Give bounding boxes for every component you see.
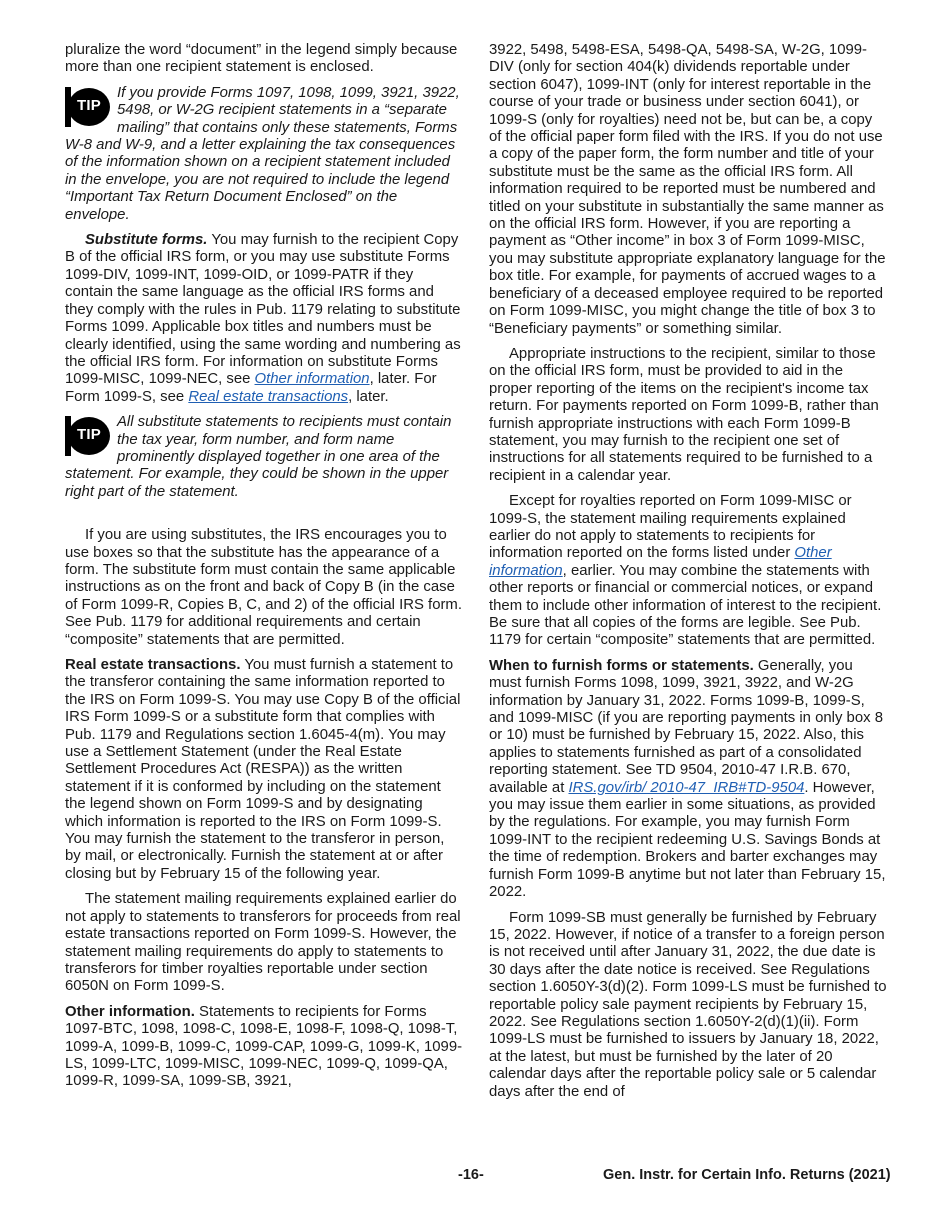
page-number: -16- [458,1167,484,1183]
link-real-estate-transactions[interactable]: Real estate transactions [188,388,349,405]
tip-substitute-statements [65,414,463,501]
paragraph-real-estate: Real estate transactions. You must furnish a statement to the transferor containing the same information reported to the IRS on Form 1099-S. You may use Copy B of the official IRS Form 1099-S or a substitute form that complies with Pub. 1179 and Regulations section 1.6045-4(m). You may use a Settlement Statement (under the Real Estate Settlement Procedures Act (RESPA)) as the written statement if it is conformed by including on the statement the legend shown on Form 1099-S and by designating which information is reported to the IRS on Form 1099-S. You may furnish the statement to the transferor in person, by mail, or electronically. Furnish the statement at or after closing but by February 15 of the following year. [65,657,461,882]
left-column [65,42,463,1099]
heading-substitute-forms: Substitute forms. [85,232,208,249]
right-column [489,42,887,1109]
link-other-information[interactable]: Other information [254,371,370,388]
tip-text: If you provide Forms 1097, 1098, 1099, 3921, 3922, 5498, or W-2G recipient statements in a “separate mailing” that contains only these statements, Forms W-8 and W-9, and a letter explaining the tax consequences of the information shown on a recipient statement included in the envelope, you are not required to include the legend “Important Tax Return Document Enclosed” on the envelope. [65,84,460,223]
paragraph-when-to-furnish: When to furnish forms or statements. Generally, you must furnish Forms 1098, 1099, 3921, 3922, and W-2G information by January 31, 2022. Forms 1099-B, 1099-S, and 1099-MISC (if you are reporting payments in only box 8 or 10) must be furnished by February 15, 2022. Also, this applies to statements furnished as part of a consolidated reporting statement. See TD 9504, 2010-47 I.R.B. 670, available at IRS.gov/irb/ 2010-47_IRB#TD-9504. However, you may issue them earlier in some situations, as provided by the regulations. For example, you may furnish Form 1099-INT to the recipient redeeming U.S. Savings Bonds at the time of redemption. Brokers and barter exchanges may furnish Form 1099-B anytime but not later than February 15, 2022. [489,657,886,901]
paragraph-other-information: Other information. Statements to recipients for Forms 1097-BTC, 1098, 1098-C, 1098-E, 1098-F, 1098-Q, 1098-T, 1099-A, 1099-B, 1099-C, 1099-CAP, 1099-G, 1099-K, 1099-LS, 1099-LTC, 1099-MISC, 1099-NEC, 1099-Q, 1099-QA, 1099-R, 1099-SA, 1099-SB, 3921, [65,1003,463,1090]
paragraph-using-substitutes: If you are using substitutes, the IRS encourages you to use boxes so that the substitute has the appearance of a form. The substitute form must contain the same applicable instructions as on the front and back of Copy B (in the case of Form 1099-R, Copies B, C, and 2) of the official IRS form. See Pub. 1179 for additional requirements and certain “composite” statements that are permitted. [65,527,462,648]
document-title: Gen. Instr. for Certain Info. Returns (2021) [603,1167,891,1183]
paragraph-legend: pluralize the word “document” in the legend simply because more than one recipient statement is enclosed. [65,42,458,76]
heading-real-estate-transactions: Real estate transactions. [65,657,241,673]
paragraph-royalties: Except for royalties reported on Form 1099-MISC or 1099-S, the statement mailing requirements explained earlier do not apply to statements to recipients for information reported on the forms listed under Other information, earlier. You may combine the statements with other reports or financial or commercial notices, or expand them to include other information of interest to the recipient. Be sure that all copies of the forms are legible. See Pub. 1179 for certain “composite” statements that are permitted. [489,493,882,649]
tip-icon: TIP [65,416,111,456]
paragraph-mailing-requirements: The statement mailing requirements explained earlier do not apply to statements to transferors for proceeds from real estate transactions reported on Form 1099-S. However, the statement mailing requirements do apply to statements to transferors for timber royalties reportable under section 6050N on Form 1099-S. [65,891,461,995]
tip-text: All substitute statements to recipients must contain the tax year, form number, and form name prominently displayed together in one area of the statement. For example, they could be shown in the upper right part of the statement. [65,414,452,500]
link-other-information[interactable]: Other information [489,545,832,579]
tip-separate-mailing [65,85,463,224]
tip-icon: TIP [65,87,111,127]
heading-when-to-furnish: When to furnish forms or statements. [489,657,754,674]
paragraph-1099-sb: Form 1099-SB must generally be furnished by February 15, 2022. However, if notice of a transfer to a foreign person is not received until after January 31, 2022, the due date is 30 days after the date notice is received. See Regulations section 1.6050Y-3(d)(2). Form 1099-LS must be furnished to reportable policy sale payment recipients by February 15, 2022. See Regulations section 1.6050Y-2(d)(1)(ii). Form 1099-LS must be furnished to issuers by January 18, 2022, at the latest, but must be furnished by the later of 20 calendar days after the reportable policy sale or 5 calendar days after the end of [489,909,887,1100]
paragraph-substitute-forms: Substitute forms. You may furnish to the recipient Copy B of the official IRS form, or you may use substitute Forms 1099-DIV, 1099-INT, 1099-OID, or 1099-PATR if they contain the same language as the official IRS forms and they comply with the rules in Pub. 1179 relating to substitute Forms 1099. Applicable box titles and numbers must be clearly identified, using the same wording and numbering as the official IRS form. For information on substitute Forms 1099-MISC, 1099-NEC, see Other information, later. For Form 1099-S, see Real estate transactions, later. [65,232,461,405]
link-irs-irb[interactable]: IRS.gov/irb/ 2010-47_IRB#TD-9504 [568,779,805,796]
paragraph-instructions: Appropriate instructions to the recipient, similar to those on the official IRS form, must be provided to aid in the proper reporting of the items on the recipient's income tax return. For payments reported on Form 1099-B, rather than furnish appropriate instructions with each Form 1099-B statement, you may furnish to the recipient one set of instructions for all statements required to be furnished to a recipient in a calendar year. [489,345,879,484]
heading-other-information: Other information. [65,1003,195,1020]
paragraph-forms-list: 3922, 5498, 5498-ESA, 5498-QA, 5498-SA, W-2G, 1099-DIV (only for section 404(k) dividends reportable under section 6047), 1099-INT (only for interest reportable in the course of your trade or business under section 6041), or 1099-S (only for royalties) need not be, but can be, a copy of the official paper form filed with the IRS. If you do not use a copy of the paper form, the form number and title of your substitute must be the same as the official IRS form. All information required to be reported must be numbered and titled on your substitute in substantially the same manner as on the official IRS form. However, if you are reporting a payment as “Other income” in box 3 of Form 1099-MISC, you may substitute appropriate explanatory language for the box title. For example, for payments of accrued wages to a beneficiary of a deceased employee required to be reported on Form 1099-MISC, you might change the title of box 3 to “Beneficiary payments” or something similar. [489,42,886,337]
